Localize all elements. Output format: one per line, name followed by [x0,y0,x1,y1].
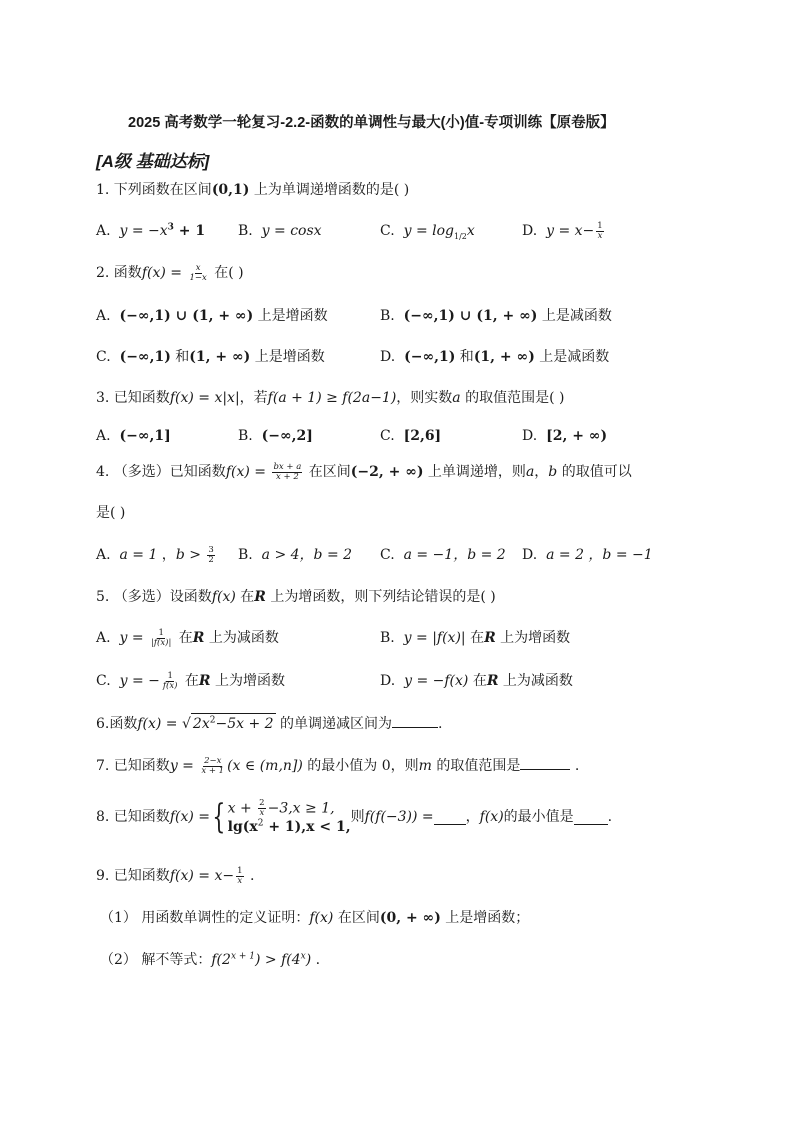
interval: (0,1) [211,182,250,198]
question-8: 8. 已知函数 f(x) = { x + $\frac{2}{x}$ −3,x ≥ 1, $\lg(x^2 + 1),x < 1$, 则 f(f(−3)) = ， f(x) 的最小值是 . [96,797,613,837]
q5-option-b: B. y = |f(x)| 在R 上为增函数 [380,630,571,646]
question-7: 7. 已知函数y = $\frac{2-x}{x + 1}$ (x ∈ (m,n]) 的最小值为 0，则m 的取值范围是 . [96,755,580,776]
question-4: 4. （多选）已知函数f(x) = $\frac{bx + a}{x + 2}$ 在区间(−2, + ∞) 上单调递增，则a，b 的取值可以 [96,461,632,482]
page-title: 2025 高考数学一轮复习-2.2-函数的单调性与最大(小)值-专项训练【原卷版】 [128,115,615,131]
q5-option-c: C. y = − $\frac{1}{f(x)}$ 在R 上为增函数 [96,670,285,691]
piecewise-cases: x + $\frac{2}{x}$ −3,x ≥ 1, $\lg(x^2 + 1),x < 1$, [227,797,351,835]
fraction: $\frac{1}{x}$ [237,865,243,886]
q2-option-d: D. (−∞,1) 和(1, + ∞) 上是减函数 [380,349,610,365]
question-2: 2. 函数f(x) = $\frac{x}{1-x}$ 在( ) [96,262,244,283]
fraction: $\frac{1}{f(x)}$ [162,670,178,691]
fraction: $\frac{1}{|f(x)|}$ [151,627,172,648]
q9-part-1: （1） 用函数单调性的定义证明：f(x) 在区间(0, + ∞) 上是增函数； [100,910,530,926]
q3-option-d: D. [2, + ∞) [522,428,608,444]
fraction: $\frac{bx + a}{x + 2}$ [273,461,302,482]
q1-option-a: A. $y = -x^3 + 1$ [96,222,206,239]
fraction: $\frac{2}{x}$ [259,797,265,818]
q4-option-c: C. a = −1，b = 2 [380,547,506,563]
q1-option-d: D. y = x− $\frac{1}{x}$ [522,220,603,241]
q2-option-c: C. (−∞,1) 和(1, + ∞) 上是增函数 [96,349,325,365]
answer-blank-1[interactable] [434,810,466,825]
question-5: 5. （多选）设函数f(x) 在R 上为增函数，则下列结论错误的是( ) [96,589,496,605]
fraction: $\frac{1}{x}$ [597,220,603,241]
question-6: 6.函数f(x) = √ $2x^2-5x + 2$ 的单调递减区间为 . [96,713,442,734]
q3-option-c: C. [2,6] [380,428,442,444]
question-9: 9. 已知函数f(x) = x− $\frac{1}{x}$ . [96,865,255,886]
q1-option-b: B. y = cosx [238,223,322,239]
q2-option-a: A. (−∞,1) ∪ (1, + ∞) 上是增函数 [96,308,328,324]
radicand: $2x^2-5x + 2$ [191,713,276,734]
answer-blank[interactable] [520,755,570,770]
q3-option-a: A. (−∞,1] [96,428,171,444]
answer-blank-2[interactable] [574,810,608,825]
question-1: 1. 下列函数在区间(0,1) 上为单调递增函数的是( ) [96,182,410,198]
q5-option-a: A. y = $\frac{1}{|f(x)|}$ 在R 上为减函数 [96,627,279,648]
question-4-cont: 是( ) [96,505,126,521]
q5-option-d: D. y = −f(x) 在R 上为减函数 [380,673,573,689]
q9-part-2: （2） 解不等式：$f(2^{x + 1}) > f(4^x)$ . [100,951,321,968]
question-3: 3. 已知函数f(x) = x|x|，若f(a + 1) ≥ f(2a−1)，则实数a 的取值范围是( ) [96,390,565,406]
section-heading: [A级 基础达标] [96,152,210,171]
fraction: $\frac{3}{2}$ [208,544,214,565]
q4-option-d: D. a = 2 ，b = −1 [522,547,653,563]
q4-option-b: B. a > 4，b = 2 [238,547,353,563]
fraction: $\frac{2-x}{x + 1}$ [201,755,225,776]
fraction: $\frac{x}{1-x}$ [189,262,207,283]
q3-option-b: B. (−∞,2] [238,428,313,444]
q4-option-a: A. a = 1 ，b > $\frac{3}{2}$ [96,544,214,565]
q1-option-c: C. $y = \log_{1/2}x$ [380,223,475,241]
q2-option-b: B. (−∞,1) ∪ (1, + ∞) 上是减函数 [380,308,612,324]
brace: { [212,797,226,837]
answer-blank[interactable] [392,713,438,728]
sqrt-sign: √ [182,716,191,732]
